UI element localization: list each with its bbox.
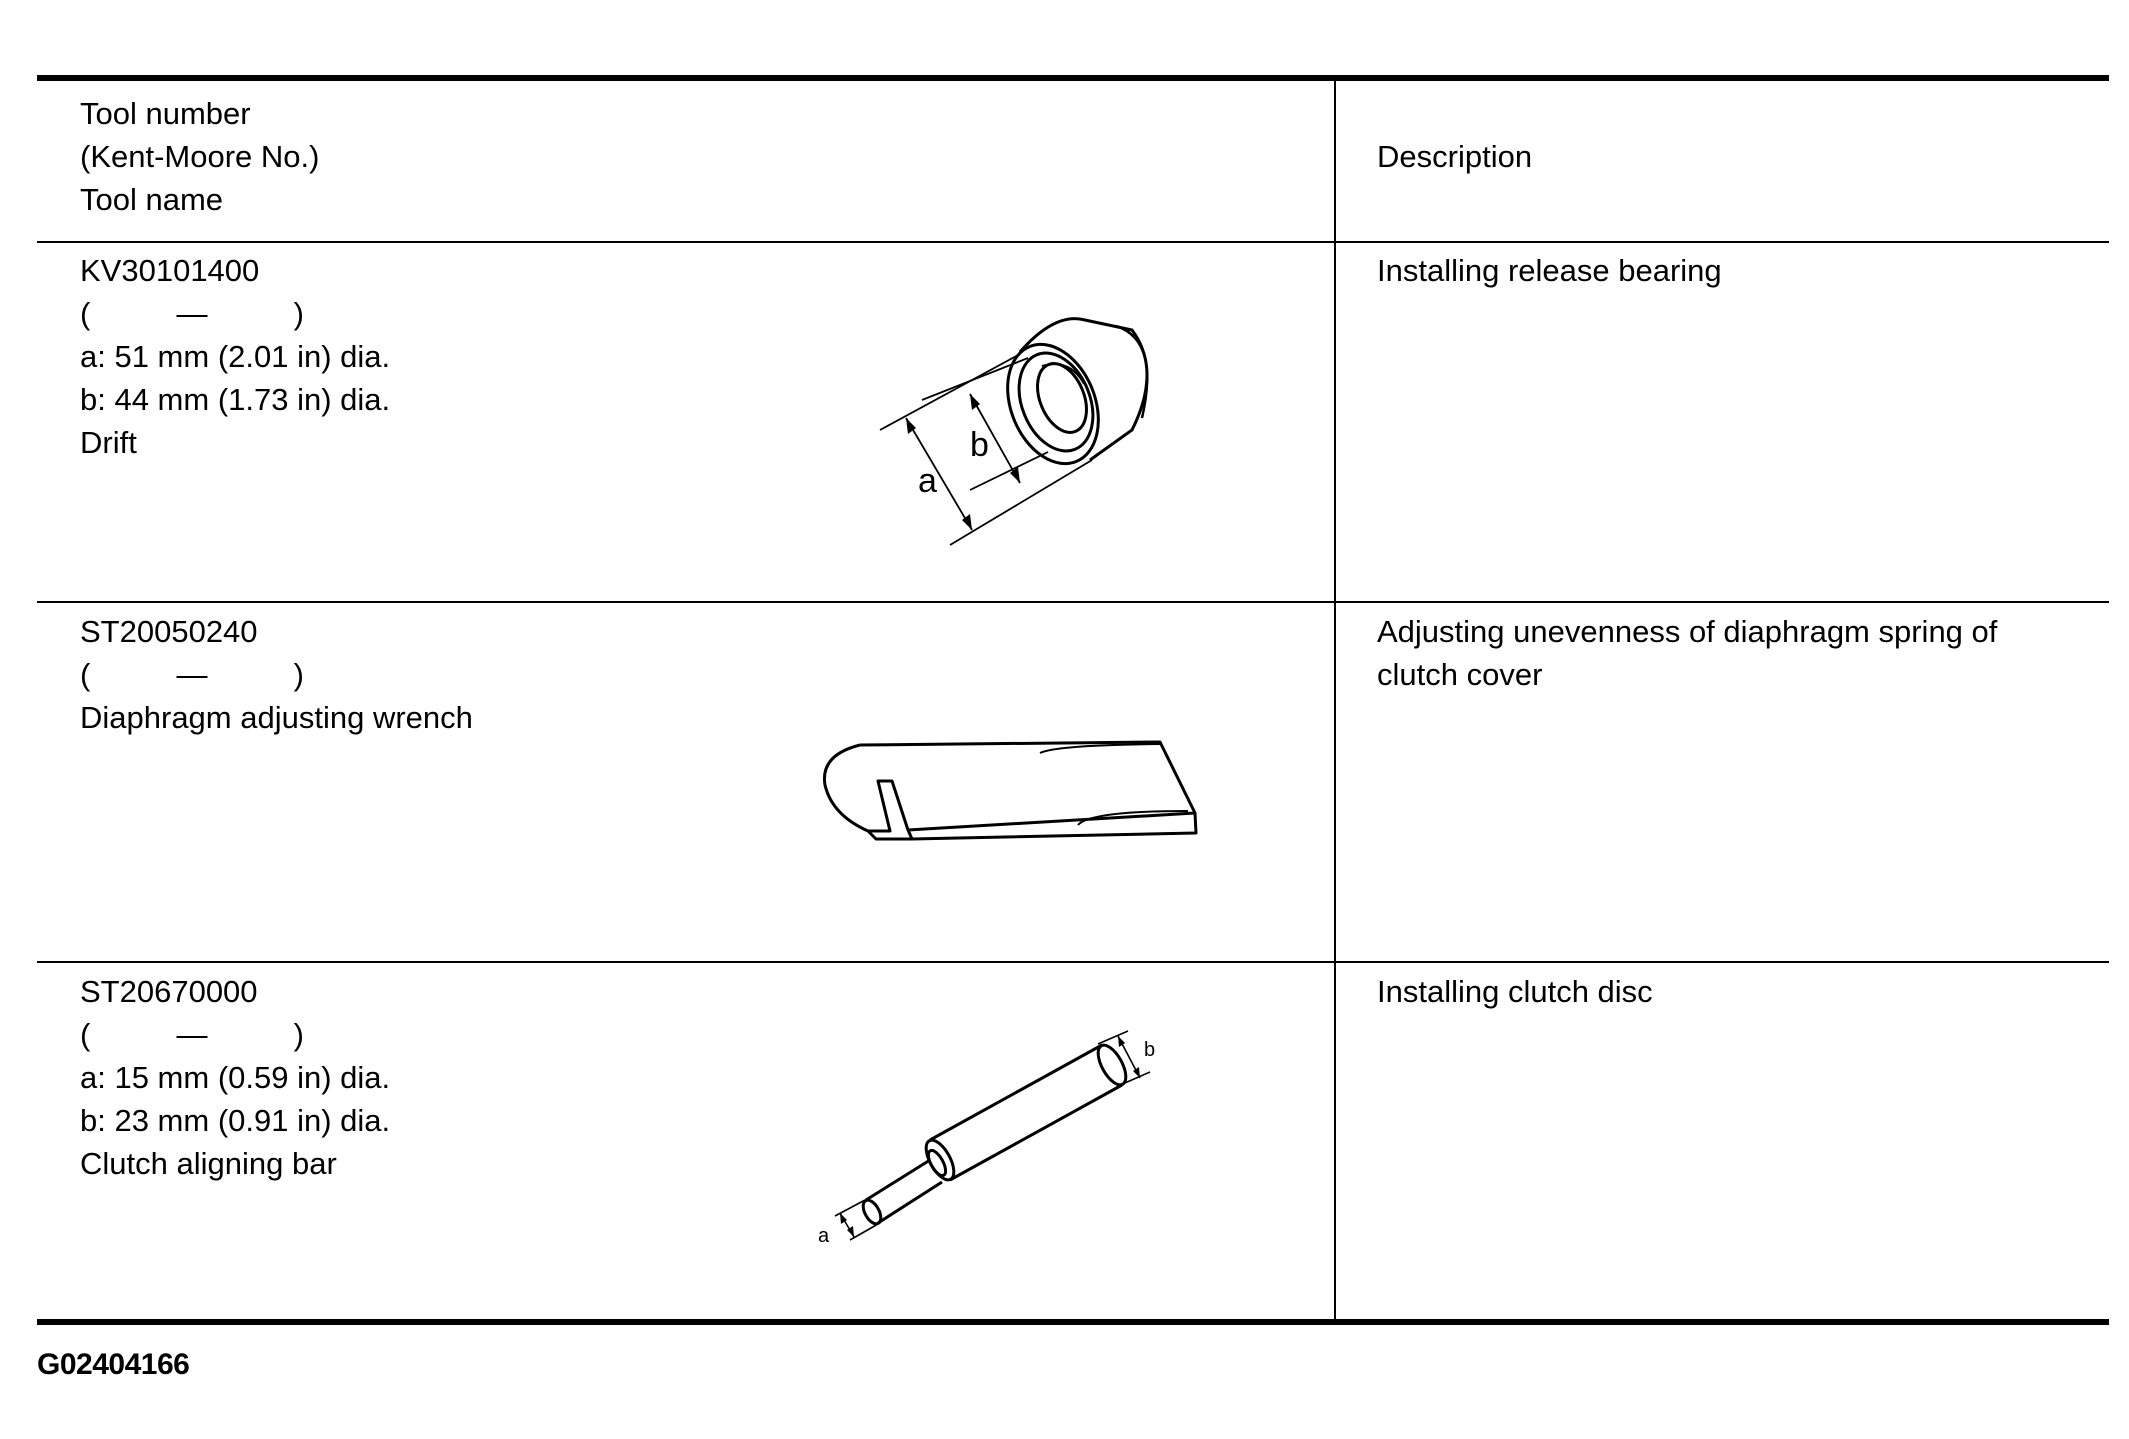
column-divider [1334, 78, 1336, 1322]
tool-description: Installing clutch disc [1377, 974, 1653, 1009]
tool-number: ST20050240 [80, 614, 258, 649]
row-divider [37, 601, 2109, 603]
table-top-rule [37, 75, 2109, 81]
tool-number: ST20670000 [80, 974, 258, 1009]
row-divider [37, 961, 2109, 963]
tool-name: Diaphragm adjusting wrench [80, 700, 473, 735]
kent-moore-number: ( — ) [80, 296, 304, 331]
tool-description: Adjusting unevenness of diaphragm spring of clutch cover [1377, 614, 1998, 692]
drift-illustration [870, 300, 1170, 560]
figure-id: G02404166 [37, 1348, 190, 1381]
tool-name: Clutch aligning bar [80, 1146, 337, 1181]
tool-spec-b: b: 23 mm (0.91 in) dia. [80, 1103, 391, 1138]
header-description: Description [1377, 139, 1533, 174]
dimension-label-b: b [970, 426, 989, 464]
tool-number: KV30101400 [80, 253, 260, 288]
header-tool-name: Tool name [80, 182, 224, 217]
dimension-label-a: a [918, 462, 937, 500]
table-bottom-rule [37, 1319, 2109, 1325]
tool-spec-b: b: 44 mm (1.73 in) dia. [80, 382, 391, 417]
tool-spec-a: a: 15 mm (0.59 in) dia. [80, 1060, 391, 1095]
header-kent-moore: (Kent-Moore No.) [80, 139, 320, 174]
header-divider [37, 241, 2109, 243]
tool-description: Installing release bearing [1377, 253, 1722, 288]
kent-moore-number: ( — ) [80, 1017, 304, 1052]
tool-name: Drift [80, 425, 137, 460]
kent-moore-number: ( — ) [80, 657, 304, 692]
diaphragm-wrench-illustration [820, 735, 1210, 855]
tool-spec-a: a: 51 mm (2.01 in) dia. [80, 339, 391, 374]
header-tool-number: Tool number [80, 96, 251, 131]
dimension-label-a: a [818, 1225, 830, 1247]
aligning-bar-illustration [810, 1030, 1190, 1260]
dimension-label-b: b [1144, 1039, 1156, 1061]
